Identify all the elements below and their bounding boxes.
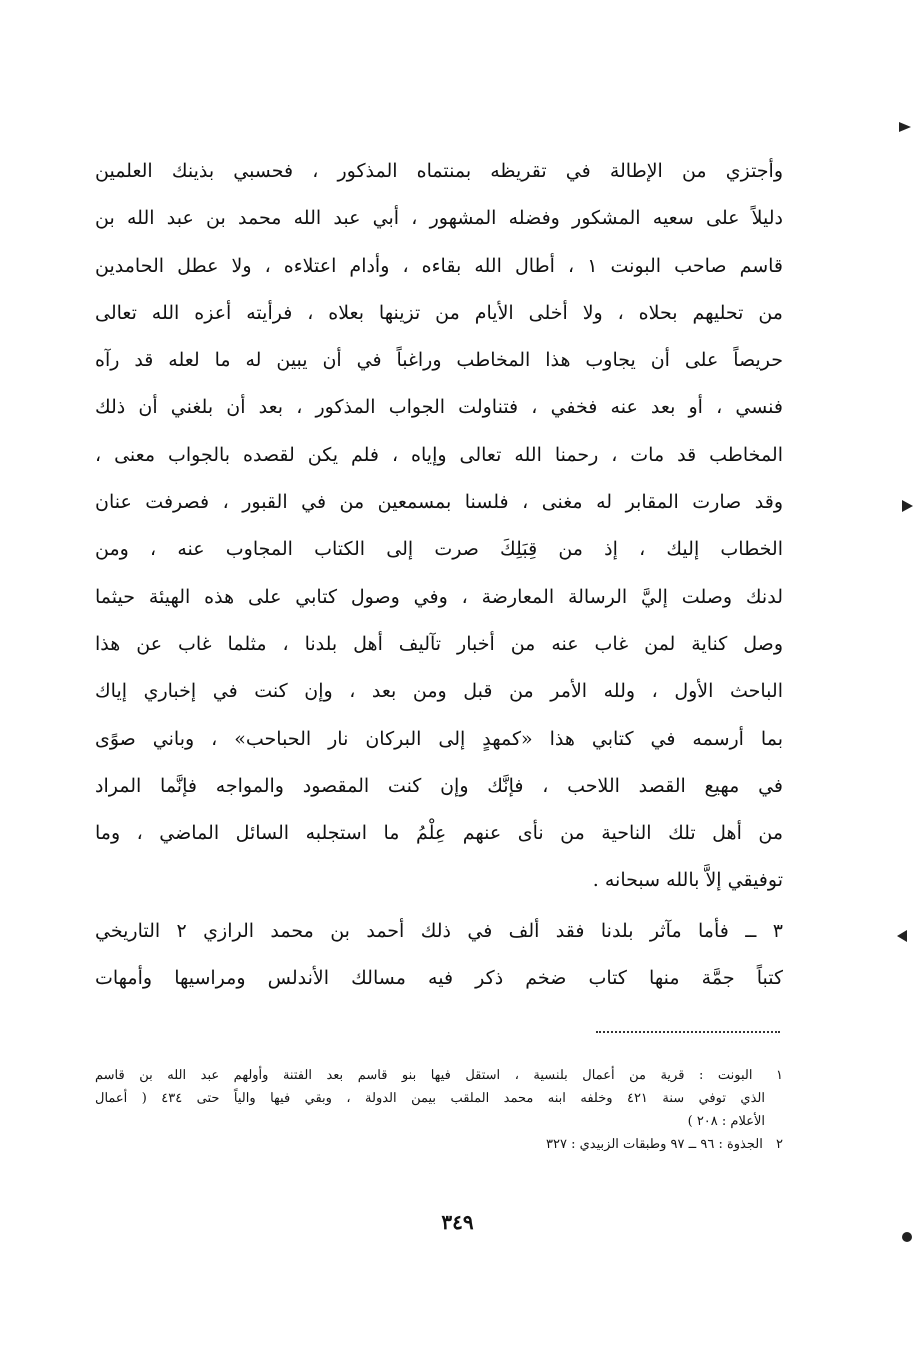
footnote-divider bbox=[596, 1031, 780, 1033]
text-line: المخاطب قد مات ، رحمنا الله تعالى وإياه ، فلم يكن لقصده بالجواب معنى ، bbox=[95, 443, 783, 466]
footnote-1-continued: الأعلام : ٢٠٨ ) bbox=[687, 1114, 765, 1129]
page-number: ٣٤٩ bbox=[441, 1210, 474, 1234]
text-line: وصل كناية لمن غاب عنه من أخبار تآليف أهل بلدنا ، مثلما غاب عن هذا bbox=[95, 632, 783, 655]
footnote-2 bbox=[95, 1133, 783, 1156]
text-line: وقد صارت المقابر له مغنى ، فلسنا بمسمعين من في القبور ، فصرفت عنان bbox=[95, 491, 783, 514]
footnotes bbox=[95, 1064, 783, 1156]
main-paragraph bbox=[95, 148, 783, 905]
text-line: حريصاً على أن يجاوب هذا المخاطب وراغباً في أن يبين له ما لعله قد رآه bbox=[95, 349, 783, 372]
footnote-text: البونت : قرية من أعمال بلنسية ، استقل فيها بنو قاسم بعد الفتنة وأولهم عبد الله بن قاسم bbox=[95, 1068, 753, 1083]
footnote-text: الجذوة : ٩٦ ــ ٩٧ وطبقات الزبيدي : ٣٢٧ bbox=[546, 1137, 763, 1152]
text-line: بما أرسمه في كتابي هذا «كمهدٍ إلى البركان نار الحباحب» ، وباني صوًى bbox=[95, 727, 783, 750]
margin-arrow-mark bbox=[897, 930, 907, 942]
text-line: من أهل تلك الناحية من نأى عنهم عِلْمُ ما استجلبه السائل الماضي ، وما bbox=[95, 822, 783, 845]
text-line: قاسم صاحب البونت ١ ، أطال الله بقاءه ، وأدام اعتلاءه ، ولا عطل الحامدين bbox=[95, 254, 783, 277]
text-line: في مهيع القصد اللاحب ، فإنَّك وإن كنت المقصود والمواجه فإنَّما المراد bbox=[95, 774, 783, 797]
text-line: ٣ ــ فأما مآثر بلدنا فقد ألف في ذلك أحمد بن محمد الرازي ٢ التاريخي bbox=[95, 920, 783, 942]
text-line: وأجتزي من الإطالة في تقريظه بمنتماه المذكور ، فحسبي بذينك العلمين bbox=[95, 160, 783, 182]
footnote-1-continued: الذي توفي سنة ٤٢١ وخلفه ابنه محمد الملقب بيمن الدولة ، وبقي فيها والياً حتى ٤٣٤ ( أعمال bbox=[95, 1091, 765, 1106]
margin-arrow-mark bbox=[899, 122, 911, 132]
text-line: فنسي ، أو بعد عنه فخفي ، فتناولت الجواب المذكور ، بعد أن بلغني أن ذلك bbox=[95, 396, 783, 419]
text-line: الخطاب إليك ، إذ من قِبَلِكَ صرت إلى الكتاب المجاوب عنه ، ومن bbox=[95, 538, 783, 561]
margin-arrow-mark bbox=[902, 500, 913, 512]
footnote-1 bbox=[95, 1064, 783, 1087]
footnote-number: ١ bbox=[776, 1068, 783, 1083]
footnote-number: ٢ bbox=[776, 1137, 783, 1152]
text-line: دليلاً على سعيه المشكور وفضله المشهور ، أبي عبد الله محمد بن عبد الله بن bbox=[95, 207, 783, 230]
text-line: لدنك وصلت إليَّ الرسالة المعارضة ، وفي وصول كتابي على هذه الهيئة حيثما bbox=[95, 585, 783, 608]
text-line: من تحليهم بحلاه ، ولا أخلى الأيام من تزينها بعلاه ، فرأيته أعزه الله تعالى bbox=[95, 301, 783, 324]
section-paragraph bbox=[95, 908, 783, 1003]
text-line: كتباً جمَّة منها كتاب ضخم ذكر فيه مسالك الأندلس ومراسيها وأمهات bbox=[95, 967, 783, 990]
text-line: الباحث الأول ، ولله الأمر من قبل ومن بعد ، وإن كنت في إخباري إياك bbox=[95, 680, 783, 703]
text-line: توفيقي إلاَّ بالله سبحانه . bbox=[592, 869, 783, 892]
